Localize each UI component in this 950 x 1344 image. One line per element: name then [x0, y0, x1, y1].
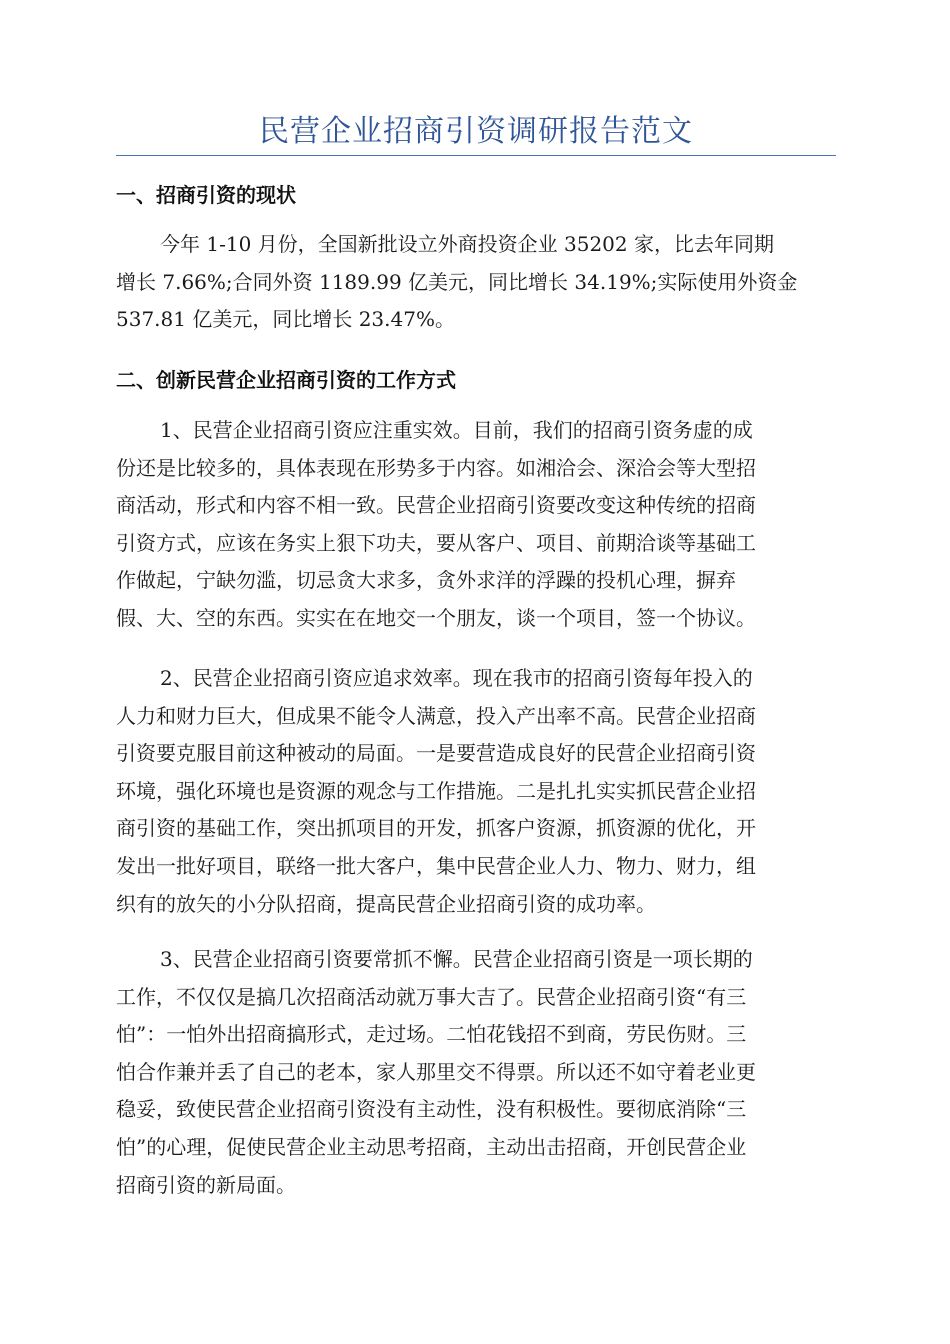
paragraph-line: 发出一批好项目，联络一批大客户，集中民营企业人力、物力、财力，组 [116, 853, 756, 878]
paragraph-line: 怕”：一怕外出招商搞形式，走过场。二怕花钱招不到商，劳民伤财。三 [116, 1022, 747, 1047]
paragraph-line: 假、大、空的东西。实实在在地交一个朋友，谈一个项目，签一个协议。 [116, 605, 756, 630]
paragraph-line: 人力和财力巨大，但成果不能令人满意，投入产出率不高。民营企业招商 [116, 703, 756, 728]
paragraph-line: 织有的放矢的小分队招商，提高民营企业招商引资的成功率。 [116, 891, 656, 916]
paragraph-item-3 [116, 941, 836, 1204]
title-underline [116, 155, 836, 156]
paragraph-line: 今年 1-10 月份，全国新批设立外商投资企业 35202 家，比去年同期 [160, 232, 774, 256]
paragraph-line: 怕”的心理，促使民营企业主动思考招商，主动出击招商，开创民营企业 [116, 1134, 747, 1159]
paragraph-line: 引资要克服目前这种被动的局面。一是要营造成良好的民营企业招商引资 [116, 741, 756, 766]
paragraph-line: 1、民营企业招商引资应注重实效。目前，我们的招商引资务虚的成 [160, 418, 753, 442]
document-title: 民营企业招商引资调研报告范文 [259, 114, 693, 149]
paragraph-line: 引资方式，应该在务实上狠下功夫，要从客户、项目、前期洽谈等基础工 [116, 530, 756, 555]
paragraph-item-2 [116, 660, 836, 923]
paragraph-line: 环境，强化环境也是资源的观念与工作措施。二是扎扎实实抓民营企业招 [116, 778, 756, 803]
paragraph-line: 作做起，宁缺勿滥，切忌贪大求多，贪外求洋的浮躁的投机心理，摒弃 [116, 568, 736, 593]
paragraph-line: 工作，不仅仅是搞几次招商活动就万事大吉了。民营企业招商引资“有三 [116, 984, 747, 1009]
paragraph-line: 3、民营企业招商引资要常抓不懈。民营企业招商引资是一项长期的 [160, 947, 753, 971]
paragraph-line: 增长 7.66%;合同外资 1189.99 亿美元，同比增长 34.19%;实际使用外资金 [116, 269, 798, 294]
paragraph-line: 招商引资的新局面。 [116, 1172, 296, 1197]
paragraph-line: 537.81 亿美元，同比增长 23.47%。 [116, 307, 455, 332]
paragraph-line: 份还是比较多的，具体表现在形势多于内容。如湘洽会、深洽会等大型招 [116, 455, 756, 480]
paragraph-line: 2、民营企业招商引资应追求效率。现在我市的招商引资每年投入的 [160, 666, 753, 690]
section-heading-1: 一、招商引资的现状 [116, 183, 296, 207]
paragraph-line: 商活动，形式和内容不相一致。民营企业招商引资要改变这种传统的招商 [116, 493, 756, 518]
paragraph-line: 怕合作兼并丢了自己的老本，家人那里交不得票。所以还不如守着老业更 [116, 1059, 756, 1084]
paragraph-line: 稳妥，致使民营企业招商引资没有主动性，没有积极性。要彻底消除“三 [116, 1097, 747, 1122]
paragraph-line: 商引资的基础工作，突出抓项目的开发，抓客户资源，抓资源的优化，开 [116, 816, 756, 841]
section-heading-2: 二、创新民营企业招商引资的工作方式 [116, 368, 456, 392]
paragraph-status [116, 226, 836, 339]
paragraph-item-1 [116, 412, 836, 638]
